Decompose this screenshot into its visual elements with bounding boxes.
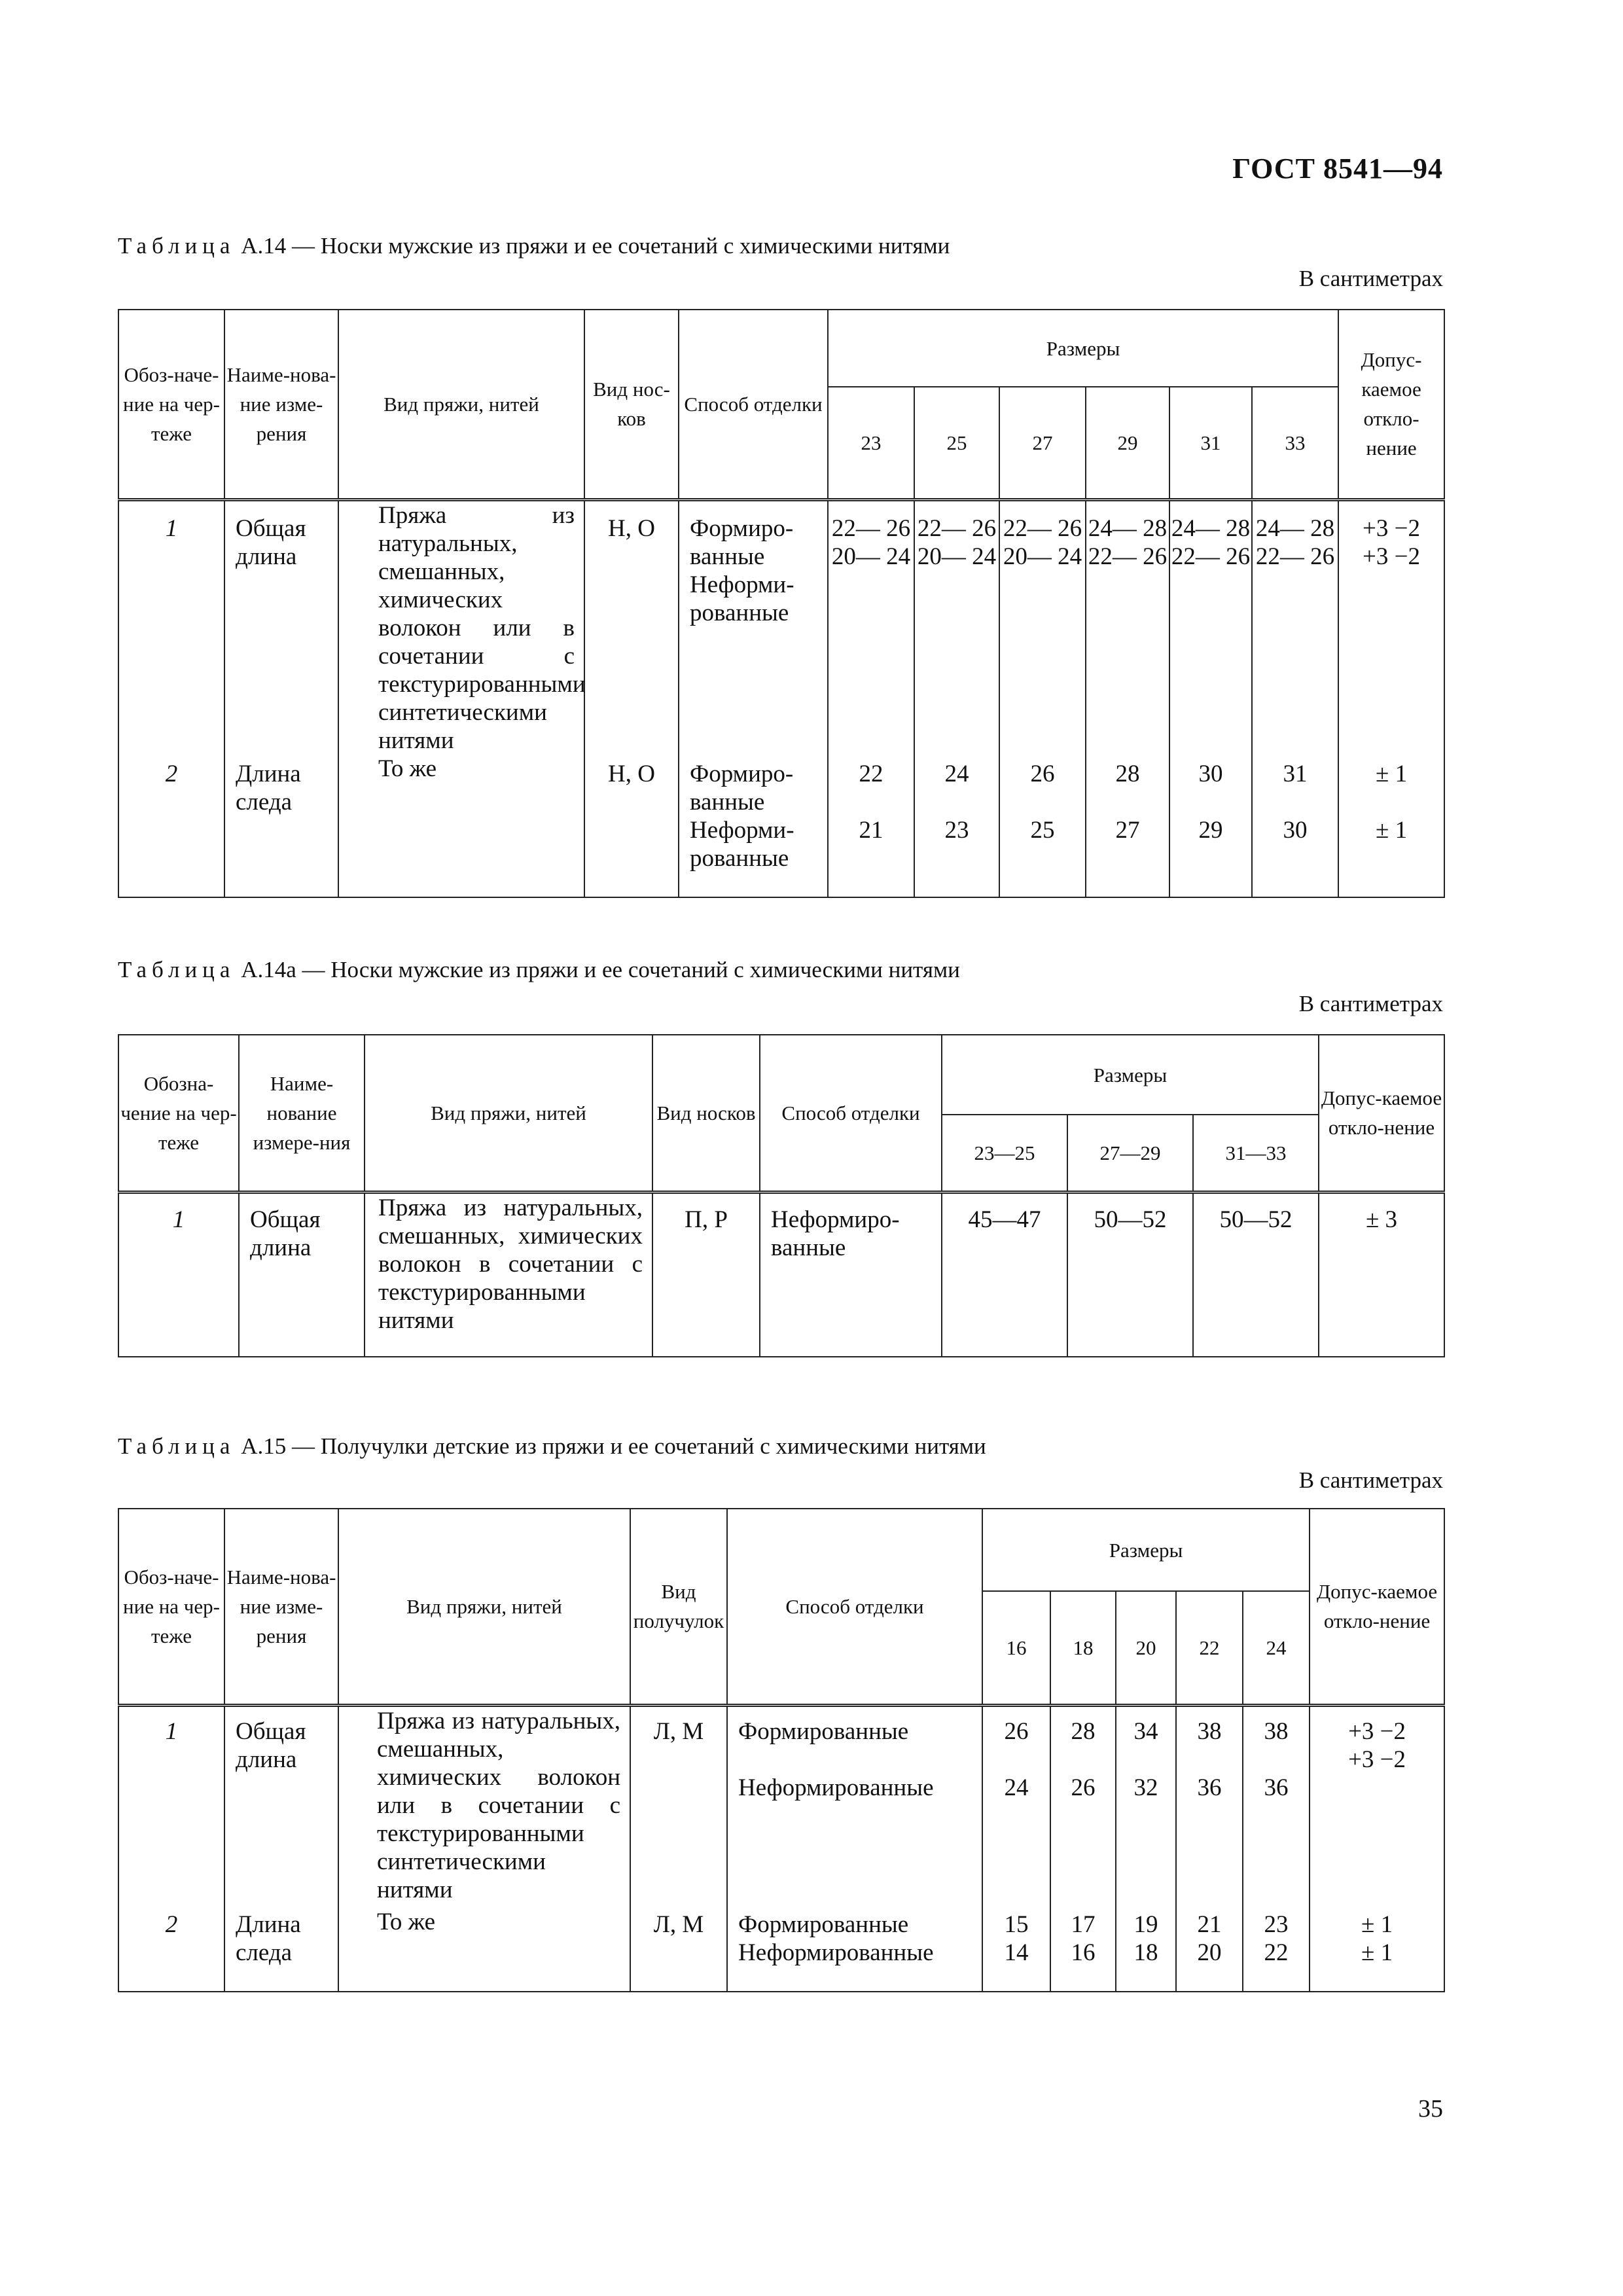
size-value — [1176, 1908, 1243, 1992]
row-number: 2 — [118, 755, 224, 897]
size-value — [1050, 1908, 1116, 1992]
value-formed: 30 — [1198, 760, 1223, 787]
value-formed: 22— 26 — [917, 514, 997, 542]
value-formed: 24 — [944, 760, 969, 787]
finish-formed: Формиро-ванные — [690, 514, 794, 570]
size-header: 23 — [828, 387, 914, 499]
size-value — [1169, 755, 1252, 897]
tolerance-unformed: ± 1 — [1376, 816, 1408, 844]
col-yarn: Вид пряжи, нитей — [338, 310, 584, 499]
kind: Л, М — [630, 1908, 727, 1992]
finish-unformed: Неформи-рованные — [690, 571, 794, 626]
size-header: 31 — [1169, 387, 1252, 499]
size-header: 29 — [1086, 387, 1169, 499]
value-formed: 15 — [1004, 1911, 1029, 1938]
value-unformed: 36 — [1197, 1774, 1222, 1801]
finish-formed: Формированные — [738, 1911, 909, 1938]
value-formed: 17 — [1071, 1911, 1096, 1938]
size-value — [1252, 499, 1338, 755]
value-unformed: 26 — [1071, 1774, 1096, 1801]
value-unformed: 22— 26 — [1171, 543, 1251, 570]
value-unformed: 18 — [1133, 1939, 1158, 1966]
sock-kind: Н, О — [584, 755, 679, 897]
value-formed: 38 — [1264, 1717, 1289, 1745]
size-value — [1086, 755, 1169, 897]
measure-name: Общая длина — [224, 499, 338, 755]
tolerance — [1310, 1908, 1444, 1992]
size-value: 50—52 — [1067, 1192, 1193, 1357]
size-value — [982, 1908, 1050, 1992]
value-unformed: 32 — [1133, 1774, 1158, 1801]
value-formed: 24— 28 — [1088, 514, 1168, 542]
value-formed: 24— 28 — [1255, 514, 1335, 542]
table-row — [118, 1705, 1444, 1908]
row-number: 1 — [118, 1705, 224, 1908]
value-unformed: 22— 26 — [1088, 543, 1168, 570]
col-designation: Обозна-чение на чер-теже — [118, 1035, 239, 1192]
measure-name: Длина следа — [224, 755, 338, 897]
value-unformed: 16 — [1071, 1939, 1096, 1966]
tolerance: ± 3 — [1319, 1192, 1444, 1357]
row-number: 1 — [118, 499, 224, 755]
size-header: 31—33 — [1193, 1115, 1319, 1192]
value-unformed: 22 — [1264, 1939, 1289, 1966]
finish-unformed: Неформированные — [738, 1939, 934, 1966]
units-label: В сантиметрах — [1298, 991, 1443, 1016]
value-unformed: 23 — [944, 816, 969, 844]
col-yarn: Вид пряжи, нитей — [365, 1035, 652, 1192]
finish-unformed: Неформированные — [738, 1774, 934, 1801]
size-value — [1116, 1705, 1176, 1908]
value-unformed: 25 — [1030, 816, 1055, 844]
table-a15 — [118, 1508, 1445, 1992]
value-formed: 26 — [1030, 760, 1055, 787]
table-row — [118, 755, 1444, 897]
size-header: 27—29 — [1067, 1115, 1193, 1192]
table-row — [118, 1908, 1444, 1992]
value-formed: 34 — [1133, 1717, 1158, 1745]
col-measure-name: Наиме-нова-ние изме-рения — [224, 310, 338, 499]
value-unformed: 30 — [1283, 816, 1308, 844]
col-sock-kind: Вид нос-ков — [584, 310, 679, 499]
col-sizes: Размеры — [942, 1035, 1319, 1115]
tolerance-formed: +3 −2 — [1363, 514, 1421, 542]
value-formed: 24— 28 — [1171, 514, 1251, 542]
value-unformed: 24 — [1004, 1774, 1029, 1801]
finish-unformed: Неформи-рованные — [690, 816, 794, 872]
value-unformed: 14 — [1004, 1939, 1029, 1966]
measure-name: Общая длина — [224, 1705, 338, 1908]
finish — [727, 1908, 982, 1992]
col-measure-name: Наиме-нова-ние изме-рения — [224, 1509, 338, 1705]
col-designation: Обоз-наче-ние на чер-теже — [118, 310, 224, 499]
value-unformed: 22— 26 — [1255, 543, 1335, 570]
value-unformed: 20— 24 — [917, 543, 997, 570]
kind: Л, М — [630, 1705, 727, 1908]
size-value — [1169, 499, 1252, 755]
tolerance-unformed: ± 1 — [1361, 1939, 1393, 1966]
units-label: В сантиметрах — [1298, 1467, 1443, 1493]
size-value: 45—47 — [942, 1192, 1067, 1357]
value-formed: 23 — [1264, 1911, 1289, 1938]
sock-kind: Н, О — [584, 499, 679, 755]
size-header: 27 — [999, 387, 1086, 499]
value-unformed: 20 — [1197, 1939, 1222, 1966]
size-value — [982, 1705, 1050, 1908]
col-kind: Вид получулок — [630, 1509, 727, 1705]
size-value — [1243, 1705, 1310, 1908]
value-formed: 22 — [859, 760, 883, 787]
finish — [679, 755, 828, 897]
finish-formed: Формиро-ванные — [690, 760, 794, 816]
size-value — [828, 499, 914, 755]
yarn-type: Пряжа из натуральных, смешанных, химических волокон или в сочетании с текстурированными синтетическими нитями — [338, 1705, 630, 1908]
col-finish: Способ отделки — [760, 1035, 942, 1192]
finish — [727, 1705, 982, 1908]
value-formed: 28 — [1071, 1717, 1096, 1745]
measure-name: Длина следа — [224, 1908, 338, 1992]
yarn-type: То же — [338, 755, 584, 897]
size-value — [914, 499, 999, 755]
caption-title: А.15 — Получулки детские из пряжи и ее сочетаний с химическими нитями — [235, 1433, 986, 1459]
yarn-type: То же — [338, 1908, 630, 1992]
table-a15-caption — [118, 1433, 986, 1460]
size-value — [828, 755, 914, 897]
col-finish: Способ отделки — [727, 1509, 982, 1705]
size-value — [1176, 1705, 1243, 1908]
col-tolerance: Допус-каемое откло-нение — [1338, 310, 1444, 499]
size-header: 24 — [1243, 1591, 1310, 1705]
value-unformed: 20— 24 — [1003, 543, 1082, 570]
tolerance — [1338, 755, 1444, 897]
tolerance-unformed: +3 −2 — [1348, 1746, 1406, 1773]
value-formed: 19 — [1133, 1911, 1158, 1938]
tolerance-formed: +3 −2 — [1348, 1717, 1406, 1745]
value-formed: 22— 26 — [1003, 514, 1082, 542]
value-unformed: 21 — [859, 816, 883, 844]
caption-title: А.14а — Носки мужские из пряжи и ее сочетаний с химическими нитями — [235, 957, 960, 982]
value-formed: 22— 26 — [831, 514, 911, 542]
size-value: 50—52 — [1193, 1192, 1319, 1357]
table-row — [118, 1192, 1444, 1357]
value-unformed: 29 — [1198, 816, 1223, 844]
size-value — [1252, 755, 1338, 897]
size-header: 20 — [1116, 1591, 1176, 1705]
sock-kind: П, Р — [652, 1192, 760, 1357]
col-finish: Способ отделки — [679, 310, 828, 499]
table-a14-caption — [118, 233, 950, 259]
value-formed: 26 — [1004, 1717, 1029, 1745]
table-a14 — [118, 309, 1445, 898]
col-yarn: Вид пряжи, нитей — [338, 1509, 630, 1705]
finish — [679, 499, 828, 755]
row-number: 1 — [118, 1192, 239, 1357]
tolerance-formed: ± 1 — [1376, 760, 1408, 787]
col-tolerance: Допус-каемое откло-нение — [1319, 1035, 1444, 1192]
finish-formed: Формированные — [738, 1717, 909, 1745]
caption-prefix: Таблица — [118, 1433, 236, 1459]
size-value — [999, 499, 1086, 755]
size-header: 18 — [1050, 1591, 1116, 1705]
tolerance — [1310, 1705, 1444, 1908]
table-a14a — [118, 1034, 1445, 1357]
caption-prefix: Таблица — [118, 233, 236, 259]
col-measure-name: Наиме-нование измере-ния — [239, 1035, 365, 1192]
caption-prefix: Таблица — [118, 957, 236, 982]
size-header: 23—25 — [942, 1115, 1067, 1192]
value-formed: 38 — [1197, 1717, 1222, 1745]
value-formed: 31 — [1283, 760, 1308, 787]
tolerance — [1338, 499, 1444, 755]
value-formed: 28 — [1115, 760, 1140, 787]
value-unformed: 27 — [1115, 816, 1140, 844]
size-value — [1086, 499, 1169, 755]
size-value — [1116, 1908, 1176, 1992]
value-unformed: 20— 24 — [831, 543, 911, 570]
col-sizes: Размеры — [982, 1509, 1310, 1591]
col-designation: Обоз-наче-ние на чер-теже — [118, 1509, 224, 1705]
row-number: 2 — [118, 1908, 224, 1992]
yarn-type: Пряжа из натуральных, смешанных, химических волокон в сочетании с текстурированными нитями — [365, 1192, 652, 1357]
tolerance-unformed: +3 −2 — [1363, 543, 1421, 570]
size-value — [999, 755, 1086, 897]
col-sizes: Размеры — [828, 310, 1338, 387]
yarn-type: Пряжа из натуральных, смешанных, химических волокон или в сочетании с текстурированными синтетическими нитями — [338, 499, 584, 755]
size-header: 22 — [1176, 1591, 1243, 1705]
finish: Неформиро-ванные — [760, 1192, 942, 1357]
size-header: 25 — [914, 387, 999, 499]
tolerance-formed: ± 1 — [1361, 1911, 1393, 1938]
page-number: 35 — [1418, 2095, 1443, 2123]
size-header: 16 — [982, 1591, 1050, 1705]
table-row — [118, 499, 1444, 755]
table-a14a-caption — [118, 957, 960, 983]
document-code: ГОСТ 8541—94 — [1232, 152, 1443, 185]
value-formed: 21 — [1197, 1911, 1222, 1938]
units-label: В сантиметрах — [1298, 266, 1443, 291]
col-sock-kind: Вид носков — [652, 1035, 760, 1192]
size-value — [1243, 1908, 1310, 1992]
col-tolerance: Допус-каемое откло-нение — [1310, 1509, 1444, 1705]
measure-name: Общая длина — [239, 1192, 365, 1357]
size-header: 33 — [1252, 387, 1338, 499]
caption-title: А.14 — Носки мужские из пряжи и ее сочетаний с химическими нитями — [235, 233, 950, 259]
size-value — [914, 755, 999, 897]
size-value — [1050, 1705, 1116, 1908]
value-unformed: 36 — [1264, 1774, 1289, 1801]
